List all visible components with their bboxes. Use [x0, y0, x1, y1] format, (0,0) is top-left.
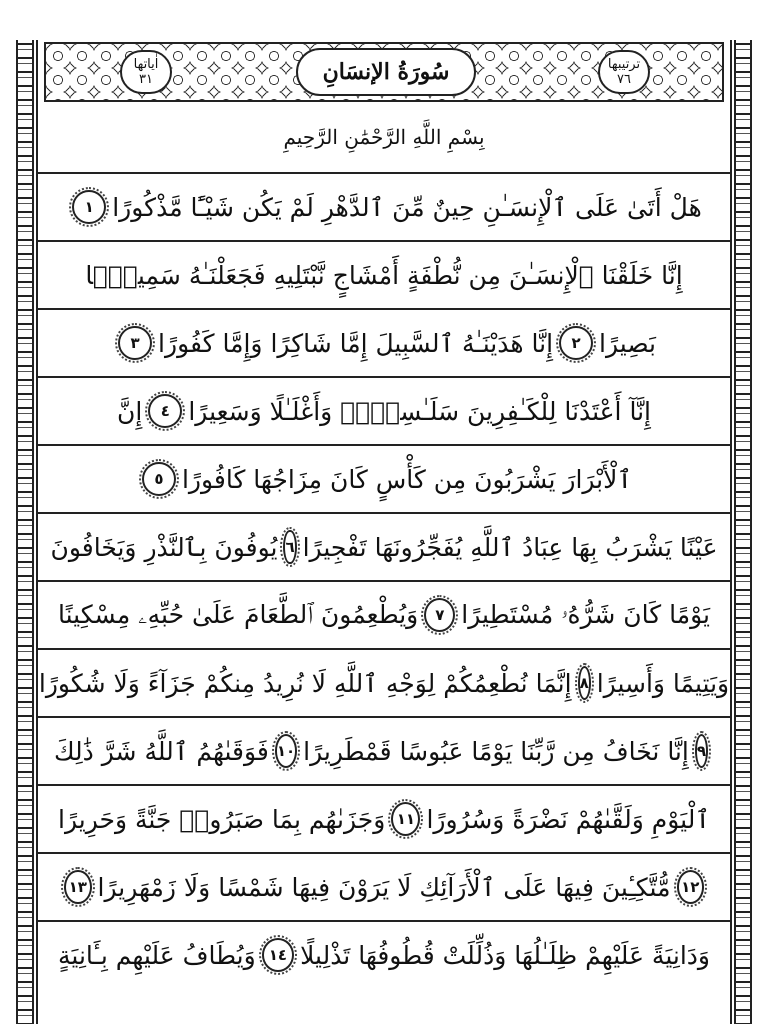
ayah-number-marker: ٨: [578, 666, 591, 700]
verse-text: وَيُطَافُ عَلَيْهِم بِـَٔانِيَةٍ: [58, 940, 256, 970]
verse-text: إِنَّ: [117, 396, 143, 426]
surah-order-value: ٧٦: [617, 72, 631, 87]
ayah-number-marker: ١٢: [677, 870, 705, 904]
verse-line: [38, 512, 730, 580]
ayah-number-marker: ٥: [142, 462, 176, 496]
ayah-number-marker: ٦: [283, 530, 296, 564]
page-top-margin: [0, 0, 768, 38]
ayah-number-marker: ١: [72, 190, 106, 224]
ayah-number-marker: ٤: [148, 394, 182, 428]
verse-line: [38, 648, 730, 716]
inner-rule-right: [730, 40, 732, 1024]
verse-text: وَيُطْعِمُونَ ٱلطَّعَامَ عَلَىٰ حُبِّهِۦ مِسْكِينًا: [58, 600, 419, 629]
verse-text: فَوَقَىٰهُمُ ٱللَّهُ شَرَّ ذَٰلِكَ: [53, 736, 269, 766]
verse-line: [38, 376, 730, 444]
surah-header-band: [44, 42, 724, 102]
verse-text: هَلْ أَتَىٰ عَلَى ٱلْإِنسَـٰنِ حِينٌ مِّنَ ٱلدَّهْرِ لَمْ يَكُن شَيْـًٔا مَّذْكُورًا: [112, 192, 702, 222]
ayah-number-marker: ١٠: [275, 734, 297, 768]
verse-lines: [38, 172, 730, 988]
decorative-border-left: [16, 40, 34, 1024]
ayah-number-marker: ١٤: [262, 938, 294, 972]
verse-line: [38, 920, 730, 988]
ayah-number-marker: ٣: [118, 326, 152, 360]
verse-text: ٱلْيَوْمِ وَلَقَّىٰهُمْ نَضْرَةً وَسُرُورًا: [426, 804, 710, 834]
verse-text: إِنَّا هَدَيْنَـٰهُ ٱلسَّبِيلَ إِمَّا شَاكِرًا وَإِمَّا كَفُورًا: [158, 328, 554, 358]
basmala: بِسْمِ اللَّهِ الرَّحْمَٰنِ الرَّحِيمِ: [283, 125, 485, 149]
verse-line: [38, 852, 730, 920]
verse-text: بَصِيرًا: [599, 328, 656, 358]
verse-line: [38, 784, 730, 852]
verse-text: إِنَّا نَخَافُ مِن رَّبِّنَا يَوْمًا عَبُوسًا قَمْطَرِيرًا: [303, 736, 689, 766]
verse-text: إِنَّمَا نُطْعِمُكُمْ لِوَجْهِ ٱللَّهِ لَا نُرِيدُ مِنكُمْ جَزَآءً وَلَا شُكُورًا: [38, 668, 572, 698]
verse-line: [38, 240, 730, 308]
verse-text: وَجَزَىٰهُم بِمَا صَبَرُوا۟ جَنَّةً وَحَرِيرًا: [58, 804, 386, 834]
ayah-number-marker: ٢: [559, 326, 593, 360]
verse-line: [38, 172, 730, 240]
surah-title: [296, 48, 476, 96]
verse-line: [38, 716, 730, 784]
ayah-number-marker: ٧: [424, 598, 455, 632]
verse-text: وَيَتِيمًا وَأَسِيرًا: [596, 668, 730, 698]
surah-title-text: سُورَةُ الإنسَانِ: [322, 59, 450, 85]
verse-text: مُّتَّكِـِٔينَ فِيهَا عَلَى ٱلْأَرَآئِكِ لَا يَرَوْنَ فِيهَا شَمْسًا وَلَا زَمْهَرِيرًا: [97, 872, 671, 902]
verse-line: [38, 580, 730, 648]
ayah-number-marker: ١٣: [64, 870, 92, 904]
verse-line: [38, 444, 730, 512]
verse-text: يُوفُونَ بِٱلنَّذْرِ وَيَخَافُونَ: [50, 532, 278, 562]
ayat-count-label: اٰياتها: [133, 57, 159, 72]
verse-text: إِنَّا خَلَقْنَا ٱلْإِنسَـٰنَ مِن نُّطْفَةٍ أَمْشَاجٍ نَّبْتَلِيهِ فَجَعَلْنَـٰهُ سَمِيعًۢا: [85, 260, 683, 290]
verse-text: يَوْمًا كَانَ شَرُّهُۥ مُسْتَطِيرًا: [461, 600, 710, 629]
surah-order-cartouche: [598, 50, 650, 94]
ayat-count-cartouche: [120, 50, 172, 94]
verse-text: عَيْنًا يَشْرَبُ بِهَا عِبَادُ ٱللَّهِ يُفَجِّرُونَهَا تَفْجِيرًا: [302, 532, 718, 562]
surah-order-label: ترتيبها: [607, 57, 641, 72]
decorative-border-right: [734, 40, 752, 1024]
verse-text: وَدَانِيَةً عَلَيْهِمْ ظِلَـٰلُهَا وَذُلِّلَتْ قُطُوفُهَا تَذْلِيلًا: [300, 940, 710, 970]
verse-text: ٱلْأَبْرَارَ يَشْرَبُونَ مِن كَأْسٍ كَانَ مِزَاجُهَا كَافُورًا: [181, 464, 633, 494]
ayah-number-marker: ١١: [391, 802, 420, 836]
ayat-count-value: ٣١: [139, 72, 153, 87]
verse-line: [38, 308, 730, 376]
verse-text: إِنَّآ أَعْتَدْنَا لِلْكَـٰفِرِينَ سَلَـٰسِلَا۟ وَأَغْلَـٰلًا وَسَعِيرًا: [188, 396, 651, 426]
ayah-number-marker: ٩: [695, 734, 708, 768]
